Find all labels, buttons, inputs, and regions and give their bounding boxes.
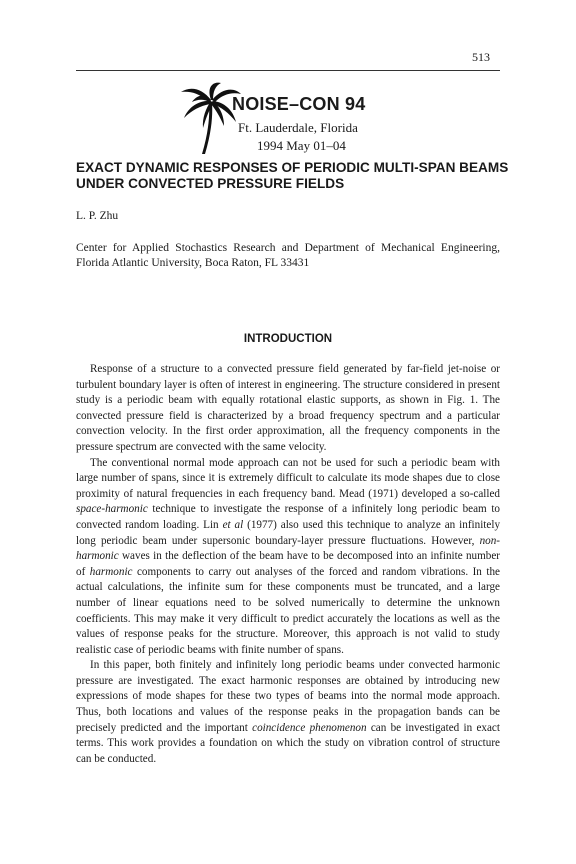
page-number: 513 <box>472 50 490 64</box>
author: L. P. Zhu <box>76 210 119 222</box>
affiliation: Center for Applied Stochastics Research and Department of Mechanical Engineering, Florida Atlantic University, Boca Raton, FL 33431 <box>76 242 500 269</box>
conference-date: 1994 May 01–04 <box>257 138 346 153</box>
conference-location: Ft. Lauderdale, Florida <box>238 120 358 135</box>
paper-title: EXACT DYNAMIC RESPONSES OF PERIODIC MULTI-SPAN BEAMS UNDER CONVECTED PRESSURE FIELDS <box>76 160 509 191</box>
paragraph-3: In this paper, both finitely and infinitely long periodic beams under convected harmonic pressure are investigated. The exact harmonic responses are obtained by introducing new expressions of mode shapes for these two types of beams into the normal mode approach. Thus, both locations and values of the response peaks in the propagation bands can be precisely predicted and the important coincidence phenomenon can be investigated in exact terms. This work provides a foundation on which the study on vibration control of structure can be conducted. <box>76 659 500 765</box>
section-heading: INTRODUCTION <box>243 333 333 345</box>
header-rule <box>76 70 500 71</box>
conference-name: NOISE–CON 94 <box>232 94 366 114</box>
paragraph-2: The conventional normal mode approach can not be used for such a periodic beam with large number of spans, since it is extremely difficult to calculate its mode shapes due to close proximity of natural frequencies in each frequency band. Mead (1971) developed a so-called space-harmonic technique to investigate the response of a infinitely long periodic beam to convected random loading. Lin et al (1977) also used this technique to analyze an infinitely long periodic beam under supersonic boundary-layer pressure fluctuations. However, non-harmonic waves in the deflection of the beam have to be decomposed into an infinite number of harmonic components to carry out analyses of the forced and random vibrations. In the actual calculations, the infinite sum for these components must be truncated, and a large number of linear equations need to be solved numerically to determine the unknown coefficients. This may make it very difficult to predict accurately the locations as well as the values of response peaks for the structure. Moreover, this approach is not valid to study realistic case of periodic beams with finite number of spans. <box>76 456 501 656</box>
paragraph-1: Response of a structure to a convected pressure field generated by far-field jet-noise or turbulent boundary layer is often of interest in engineering. The structure considered in present study is a periodic beam with equally rotational elastic supports, as shown in Fig. 1. The convected pressure field is characterized by a broad frequency spectrum and a particular convection velocity. In the first order approximation, all the frequency components in the pressure spectrum are convected with the same velocity. <box>76 363 500 453</box>
section-body <box>76 362 500 767</box>
